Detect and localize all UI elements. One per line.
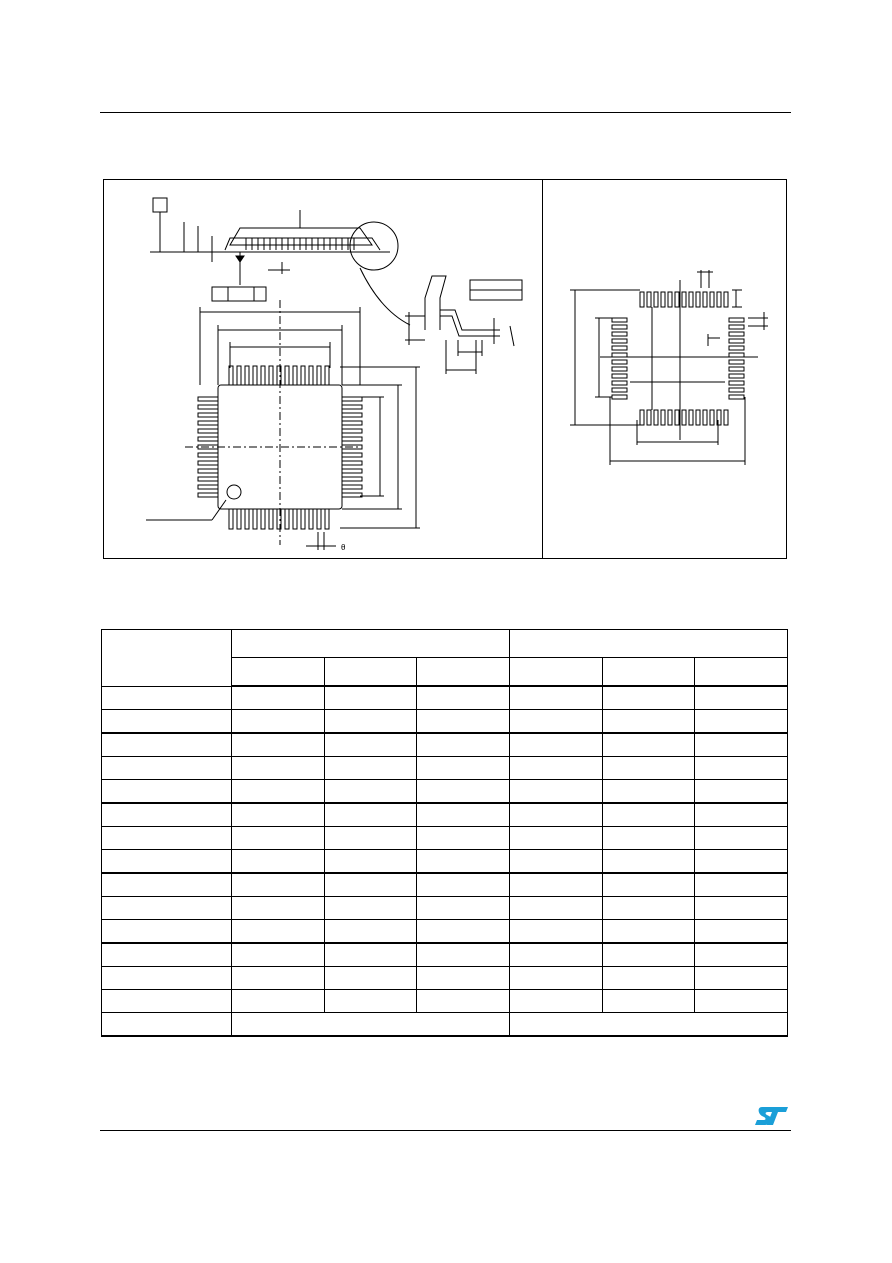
theta-mark: θ — [341, 543, 346, 552]
table-row — [102, 780, 788, 804]
footprint-pads-bottom — [640, 410, 728, 425]
footprint-pads-right — [729, 318, 744, 399]
footer-rule — [100, 1130, 791, 1131]
table-row — [102, 967, 788, 990]
top-leads-bottom — [229, 509, 329, 529]
lead-detail-view — [405, 276, 522, 374]
table-row — [102, 803, 788, 827]
table-row — [102, 710, 788, 734]
table-row — [102, 827, 788, 850]
package-top-view — [146, 300, 420, 550]
footprint-view — [570, 270, 768, 465]
footprint-pads-top — [640, 292, 728, 307]
table-row — [102, 920, 788, 944]
top-leads-top — [229, 366, 329, 385]
table-header-row — [102, 630, 788, 658]
pin1-marker — [227, 485, 241, 499]
datum-box — [153, 198, 167, 212]
footprint-pads-left — [612, 318, 627, 399]
table-row — [102, 686, 788, 710]
table-row — [102, 897, 788, 920]
st-logo — [754, 1105, 790, 1127]
table-row — [102, 990, 788, 1013]
table-row — [102, 733, 788, 757]
flatness-box — [212, 287, 266, 301]
side-leads — [246, 238, 354, 250]
table-row — [102, 1013, 788, 1037]
detail-circle — [350, 222, 398, 270]
table-row — [102, 943, 788, 967]
table-row — [102, 757, 788, 780]
table-row — [102, 850, 788, 874]
table-row — [102, 873, 788, 897]
package-drawing — [0, 0, 892, 600]
dimensions-table — [101, 629, 788, 1037]
